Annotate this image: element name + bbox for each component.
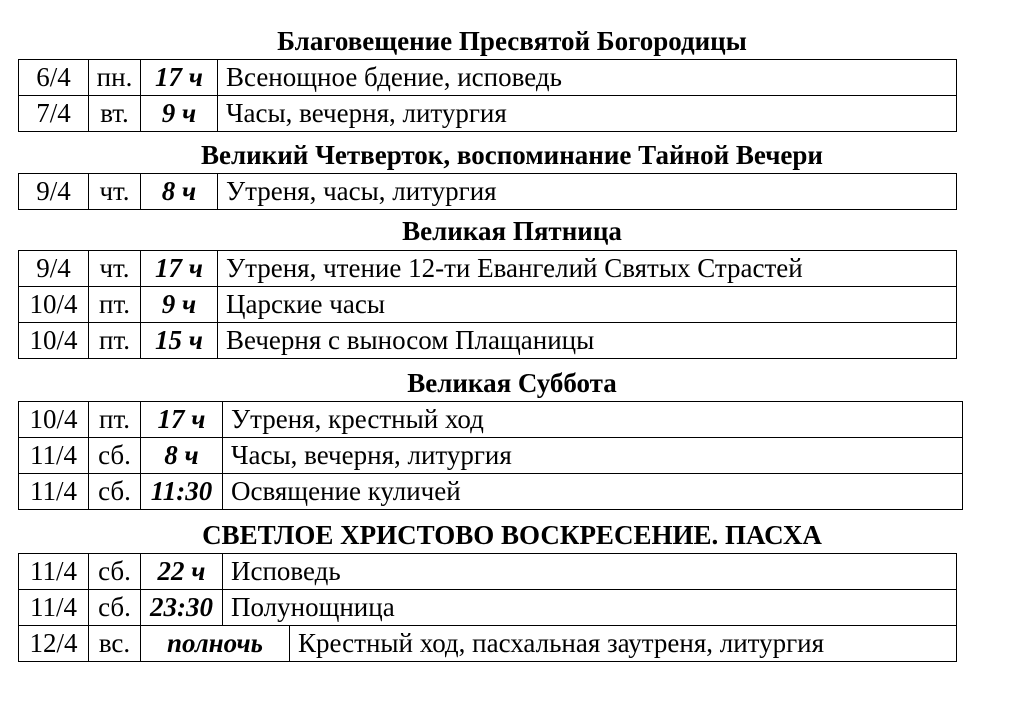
table-row	[19, 402, 963, 438]
date-cell: 12/4	[19, 626, 89, 662]
time-cell: 17 ч	[141, 251, 218, 287]
section-title-easter: СВЕТЛОЕ ХРИСТОВО ВОСКРЕСЕНИЕ. ПАСХА	[202, 520, 822, 550]
table-row	[19, 438, 963, 474]
date-cell: 11/4	[19, 590, 89, 626]
service-cell: Утреня, чтение 12-ти Евангелий Святых Страстей	[218, 251, 957, 287]
time-cell: 8 ч	[141, 174, 218, 210]
time-cell: 15 ч	[141, 323, 218, 359]
weekday-cell: пт.	[89, 323, 141, 359]
date-cell: 6/4	[19, 60, 89, 96]
service-cell: Вечерня с выносом Плащаницы	[218, 323, 957, 359]
time-cell: 17 ч	[141, 402, 223, 438]
weekday-cell: пт.	[89, 402, 141, 438]
table-row	[19, 474, 963, 510]
time-cell: полночь	[141, 626, 290, 662]
schedule-table-holy-saturday	[18, 401, 963, 510]
date-cell: 7/4	[19, 96, 89, 132]
table-row	[19, 60, 957, 96]
date-cell: 10/4	[19, 287, 89, 323]
date-cell: 11/4	[19, 438, 89, 474]
section-title-good-friday: Великая Пятница	[402, 216, 622, 246]
section-title-holy-saturday: Великая Суббота	[407, 368, 617, 398]
time-cell: 11:30	[141, 474, 223, 510]
service-cell: Всенощное бдение, исповедь	[218, 60, 957, 96]
table-row	[19, 174, 957, 210]
table-row	[19, 96, 957, 132]
schedule-table-easter	[18, 553, 957, 662]
table-row	[19, 626, 957, 662]
table-row	[19, 251, 957, 287]
service-cell: Исповедь	[223, 554, 957, 590]
table-row	[19, 323, 957, 359]
weekday-cell: чт.	[89, 174, 141, 210]
time-cell: 23:30	[141, 590, 223, 626]
date-cell: 10/4	[19, 402, 89, 438]
schedule-table-maundy-thursday	[18, 173, 957, 210]
weekday-cell: вт.	[89, 96, 141, 132]
table-row	[19, 287, 957, 323]
service-cell: Крестный ход, пасхальная заутреня, литургия	[290, 626, 957, 662]
schedule-table-good-friday	[18, 250, 957, 359]
weekday-cell: сб.	[89, 474, 141, 510]
weekday-cell: пн.	[89, 60, 141, 96]
service-cell: Часы, вечерня, литургия	[218, 96, 957, 132]
table-row	[19, 590, 957, 626]
time-cell: 9 ч	[141, 96, 218, 132]
time-cell: 22 ч	[141, 554, 223, 590]
section-title-maundy-thursday: Великий Четверток, воспоминание Тайной Вечери	[200, 140, 823, 170]
section-title-annunciation: Благовещение Пресвятой Богородицы	[277, 26, 747, 56]
time-cell: 17 ч	[141, 60, 218, 96]
weekday-cell: сб.	[89, 554, 141, 590]
weekday-cell: вс.	[89, 626, 141, 662]
weekday-cell: сб.	[89, 438, 141, 474]
weekday-cell: пт.	[89, 287, 141, 323]
date-cell: 10/4	[19, 323, 89, 359]
time-cell: 8 ч	[141, 438, 223, 474]
weekday-cell: чт.	[89, 251, 141, 287]
service-cell: Полунощница	[223, 590, 957, 626]
weekday-cell: сб.	[89, 590, 141, 626]
date-cell: 11/4	[19, 554, 89, 590]
date-cell: 11/4	[19, 474, 89, 510]
service-cell: Утреня, крестный ход	[223, 402, 963, 438]
service-cell: Утреня, часы, литургия	[218, 174, 957, 210]
date-cell: 9/4	[19, 251, 89, 287]
time-cell: 9 ч	[141, 287, 218, 323]
service-cell: Царские часы	[218, 287, 957, 323]
service-cell: Часы, вечерня, литургия	[223, 438, 963, 474]
date-cell: 9/4	[19, 174, 89, 210]
schedule-table-annunciation	[18, 59, 957, 132]
service-cell: Освящение куличей	[223, 474, 963, 510]
table-row	[19, 554, 957, 590]
